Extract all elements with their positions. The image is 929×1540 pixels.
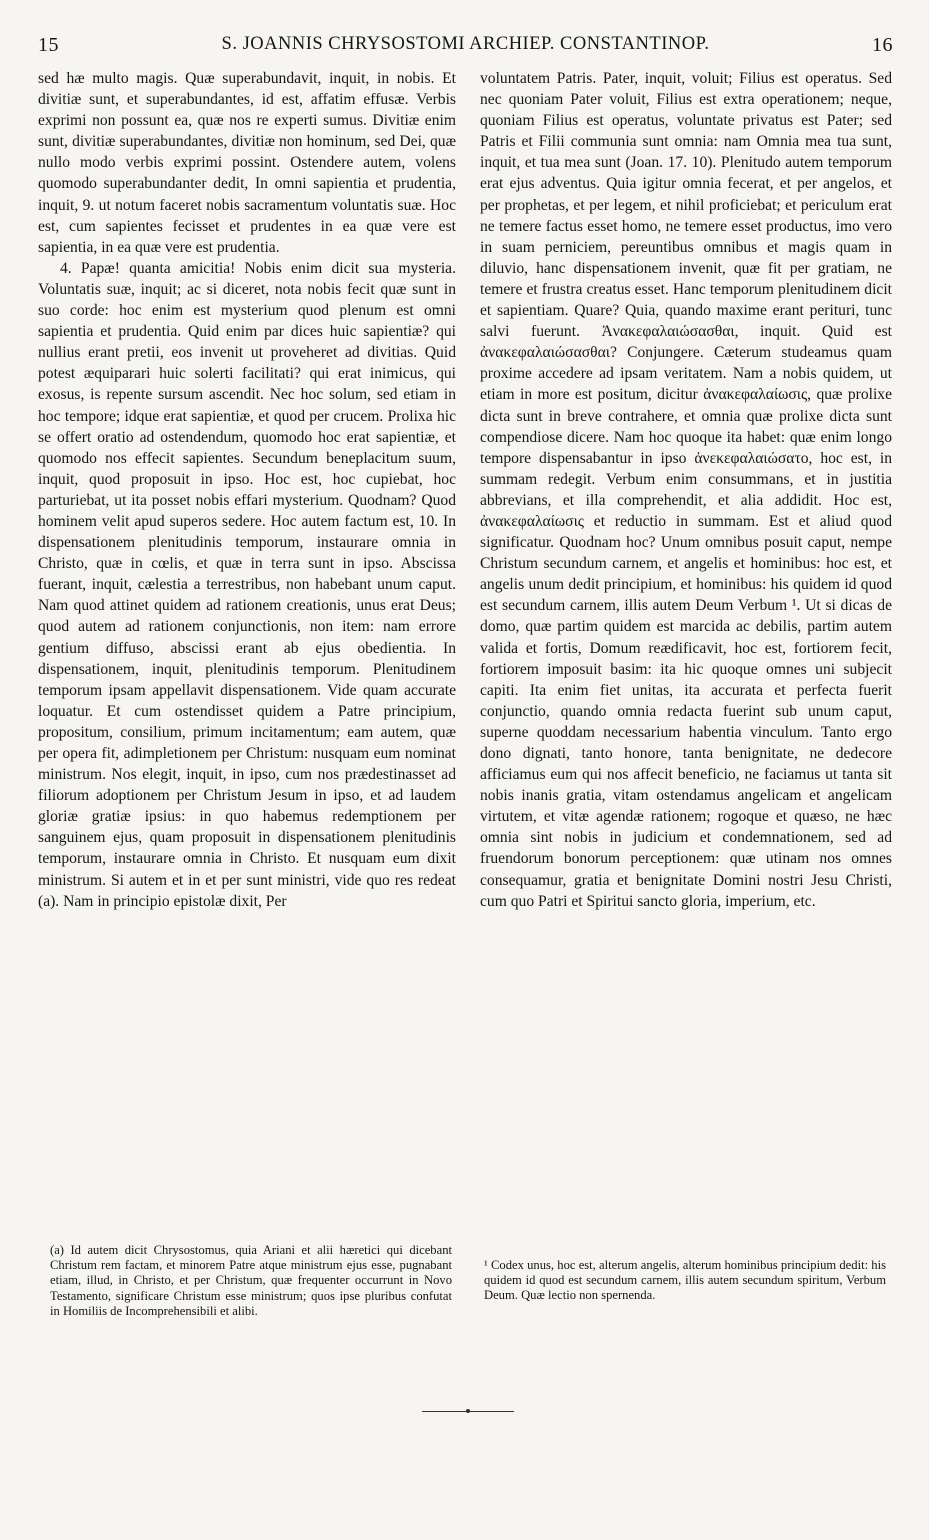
running-title: S. JOANNIS CHRYSOSTOMI ARCHIEP. CONSTANTINOP. <box>221 34 710 54</box>
right-paragraph-1: voluntatem Patris. Pater, inquit, voluit; Filius est operatus. Sed nec quoniam Pater voluit, Filius est extra operationem; neque, quoniam Filius est operatus, voluntate privatus est Pater; sed Patris et Filii communia sunt omnia: nam Omnia mea tua sunt, inquit, et tua mea sunt (Joan. 17. 10). Plenitudo autem temporum erat ejus adventus. Quia igitur omnia fecerat, et per angelos, et per prophetas, et per legem, et nihil proficiebat; et periculum erat ne temere factus esset homo, ne temere esset productus, imo vero in suam perniciem, pereuntibus omnibus et magis quam in diluvio, hanc dispensationem invenit, quæ fit per gratiam, ne temere et frustra creatus esset. Hanc temporum plenitudinem dicit et sapientiam. Quare? Quia, quando maxime erant perituri, tunc salvi fuerunt. Ἀνακεφαλαιώσασθαι, inquit. Quid est ἀνακεφαλαιώσασθαι? Conjungere. Cæterum studeamus quam proxime accedere ad ipsam veritatem. Nam a nobis quidem, ut etiam in more est positum, dicitur ἀνακεφαλαίωσις, quæ prolixe dicta sunt in breve contrahere, et omnia quæ prolixe dicta sunt compendiose dicere. Nam hoc quoque ita habet: quæ enim longo tempore dispensabantur in ipso ἀνεκεφαλαιώσατο, hoc est, in summam redegit. Verbum enim consummans, et in justitia abbrevians, et illa comprehendit, et alia addidit. Hoc est, ἀνακεφαλαίωσις et reductio in summam. Est et aliud quod significatur. Quodnam hoc? Unum omnibus posuit caput, nempe Christum secundum carnem, et angelis et hominibus: hoc est, et angelis unum dedit principium, et hominibus: his quidem id quod est secundum carnem, illis autem Deum Verbum ¹. Ut si dicas de domo, quæ partim quidem est marcida ac debilis, partim autem valida et fortis, Domum reædificavit, hoc est, fortiorem fecit, fortiorem imposuit basim: ita hic quoque omnes uni subjecit capiti. Ita enim fiet unitas, ita accurata et perfecta fuerit conjunctio, quando omnia redacta fuerint sub unum caput, superne quoddam necessarium habentia vinculum. Tanto ergo dono dignati, tanto honore, tanta benignitate, ne dedecore afficiamus eum qui nos affecit beneficio, ne faciamus ut tanta sit nobis inanis gratia, vitam ostendamus angelicam et angelicam virtutem, et vitæ agendæ rationem; rogoque et quæso, ne hæc omnia sint nobis in judicium et condemnationem, sed ad fruendorum bonorum perceptionem: quæ utinam nos omnes consequamur, gratia et benignitate Domini nostri Jesu Christi, cum quo Patri et Spiritui sancto gloria, imperium, etc. <box>480 70 892 910</box>
left-column <box>38 68 456 912</box>
footnote-1: ¹ Codex unus, hoc est, alterum angelis, alterum hominibus principium dedit: his quidem id quod est secundum carnem, illis autem secundum spiritum, Verbum Deum. Quæ lectio non spernenda. <box>484 1258 886 1303</box>
page-number-right: 16 <box>872 34 893 56</box>
page-number-left: 15 <box>38 34 59 56</box>
page-header <box>38 30 893 58</box>
left-paragraph-1: sed hæ multo magis. Quæ superabundavit, inquit, in nobis. Et divitiæ sunt, et superabundantes, id est, affatim effusæ. Verbis exprimi non possunt ea, quæ nos re experti sumus. Divitiæ enim sunt, divitiæ superabundantes, divitiæ non hominum, sed Dei, quæ nullo modo verbis exprimi possint. Ostendere autem, volens quomodo superabundanter dedit, In omni sapientia et prudentia, inquit, 9. ut notum faceret nobis sacramentum voluntatis suæ. Hoc est, cum sapientes fecisset et prudentes in ea quæ vere est sapientia, in ea quæ vere est prudentia. <box>38 70 456 256</box>
left-paragraph-2: 4. Papæ! quanta amicitia! Nobis enim dicit sua mysteria. Voluntatis suæ, inquit; ac si diceret, nota nobis fecit quæ sunt in suo corde: hoc enim est mysterium quod plenum est omni sapientia et prudentia. Quid enim par dices huic sapientiæ? qui nullius erant pretii, eos invenit ut proveheret ad divitias. Quid potest æquiparari huic solerti facilitati? qui erat inimicus, qui exosus, is repente sursum ascendit. Nec hoc solum, sed etiam in hoc tempore; idque erat sapientiæ, et quod per crucem. Prolixa hic se offert oratio ad ostendendum, quomodo hoc erat sapientiæ, et quomodo nos effecit sapientes. Secundum beneplacitum suum, inquit, quod proposuit in ipso. Hoc est, hoc cupiebat, hoc parturiebat, ut ita posset nobis effari mysterium. Quodnam? Quod hominem velit apud superos sedere. Hoc autem factum est, 10. In dispensationem plenitudinis temporum, instaurare omnia in Christo, quæ in cœlis, et quæ in terra sunt in ipso. Abscissa fuerant, inquit, cælestia a terrestribus, non habebant unum caput. Nam quod attinet quidem ad rationem creationis, unus erat Deus; quod autem ad rationem conjunctionis, non item: nam errore gentium diffuso, abscissi erant ab ejus obedientia. In dispensationem, inquit, plenitudinis temporum. Plenitudinem temporum ipsam appellavit dispensationem. Vide quam accurate loquatur. Et cum ostendisset quidem a Patre principium, propositum, consilium, primum incitamentum; eam autem, quæ per opera fit, adimpletionem per Christum: nusquam eum nominat ministrum. Nos elegit, inquit, in ipso, cum nos prædestinasset ad filiorum adoptionem per Christum Jesum in ipso, et ad laudem gloriæ gratiæ ipsius: in quo habemus redemptionem per sanguinem ejus, quam proposuit in dispensationem plenitudinis temporum, instaurare omnia in Christo. Et nusquam eum dixit ministrum. Si autem et in et per sunt ministri, vide quo res redeat (a). Nam in principio epistolæ dixit, Per <box>38 259 456 910</box>
footnote-a: (a) Id autem dicit Chrysostomus, quia Ariani et alii hæretici qui dicebant Christum rem factam, et minorem Patre atque ministrum ejus esse, pugnabant etiam, illud, in Christo, et per Christum, quæ frequenter occurrunt in Novo Testamento, significare Christum esse ministrum; quos ipse pluribus confutat in Homiliis de Incomprehensibili et alibi. <box>50 1243 452 1318</box>
ornamental-rule <box>422 1411 514 1412</box>
right-column <box>480 68 892 912</box>
rule-dot <box>466 1409 470 1413</box>
